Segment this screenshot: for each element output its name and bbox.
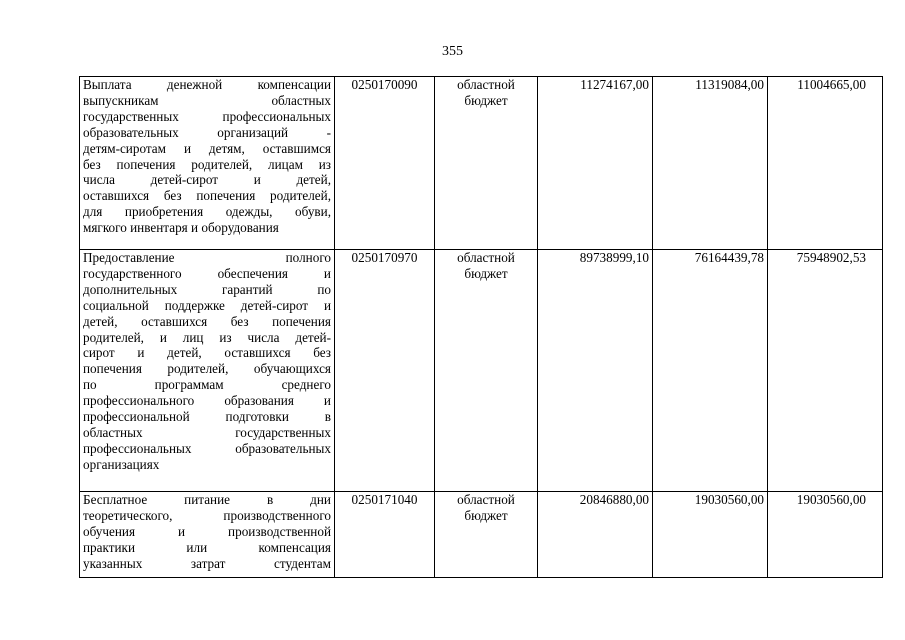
description-line: Бесплатное питание в дни <box>83 492 331 507</box>
table-row <box>80 250 883 492</box>
measure-description <box>80 492 335 578</box>
description-line: образовательных организаций - <box>83 124 331 140</box>
description-line: указанных затрат студентам <box>83 555 331 571</box>
description-line: выпускникам областных <box>83 92 331 108</box>
description-line: обучения и производственной <box>83 523 331 539</box>
description-line: мягкого инвентаря и оборудования <box>83 220 279 236</box>
table-row <box>80 77 883 250</box>
description-line: сирот и детей, оставшихся без <box>83 345 331 361</box>
description-line: практики или компенсация <box>83 539 331 555</box>
description-line: профессиональных образовательных <box>83 440 331 456</box>
description-line: детям-сиротам и детям, оставшимся <box>83 140 331 156</box>
description-line: государственного обеспечения и <box>83 265 331 281</box>
description-line: Предоставление полного <box>83 250 331 265</box>
description-line: социальной поддержке детей-сирот и <box>83 297 331 313</box>
funding-source: областной бюджет <box>435 77 538 250</box>
budget-code: 0250170090 <box>335 77 435 250</box>
description-line: без попечения родителей, лицам из <box>83 156 331 172</box>
amount-year-2: 76164439,78 <box>653 250 768 492</box>
funding-source: областной бюджет <box>435 492 538 578</box>
description-line: профессиональной подготовки в <box>83 409 331 425</box>
description-line: попечения родителей, обучающихся <box>83 361 331 377</box>
description-line: дополнительных гарантий по <box>83 281 331 297</box>
amount-year-3: 11004665,00 <box>768 77 883 250</box>
description-line: для приобретения одежды, обуви, <box>83 204 331 220</box>
description-line: числа детей-сирот и детей, <box>83 172 331 188</box>
budget-code: 0250170970 <box>335 250 435 492</box>
amount-year-1: 11274167,00 <box>538 77 653 250</box>
table-row <box>80 492 883 578</box>
description-line: родителей, и лиц из числа детей- <box>83 329 331 345</box>
description-line: детей, оставшихся без попечения <box>83 313 331 329</box>
measure-description <box>80 250 335 492</box>
description-line: профессионального образования и <box>83 393 331 409</box>
budget-table <box>79 76 883 578</box>
funding-source: областной бюджет <box>435 250 538 492</box>
description-line: государственных профессиональных <box>83 108 331 124</box>
description-line: организациях <box>83 456 160 472</box>
amount-year-1: 89738999,10 <box>538 250 653 492</box>
amount-year-2: 19030560,00 <box>653 492 768 578</box>
amount-year-1: 20846880,00 <box>538 492 653 578</box>
amount-year-3: 19030560,00 <box>768 492 883 578</box>
description-line: по программам среднего <box>83 377 331 393</box>
measure-description <box>80 77 335 250</box>
amount-year-2: 11319084,00 <box>653 77 768 250</box>
description-line: теоретического, производственного <box>83 507 331 523</box>
description-line: оставшихся без попечения родителей, <box>83 188 331 204</box>
description-line: областных государственных <box>83 424 331 440</box>
amount-year-3: 75948902,53 <box>768 250 883 492</box>
page-number: 355 <box>442 44 463 59</box>
budget-code: 0250171040 <box>335 492 435 578</box>
description-line: Выплата денежной компенсации <box>83 77 331 92</box>
